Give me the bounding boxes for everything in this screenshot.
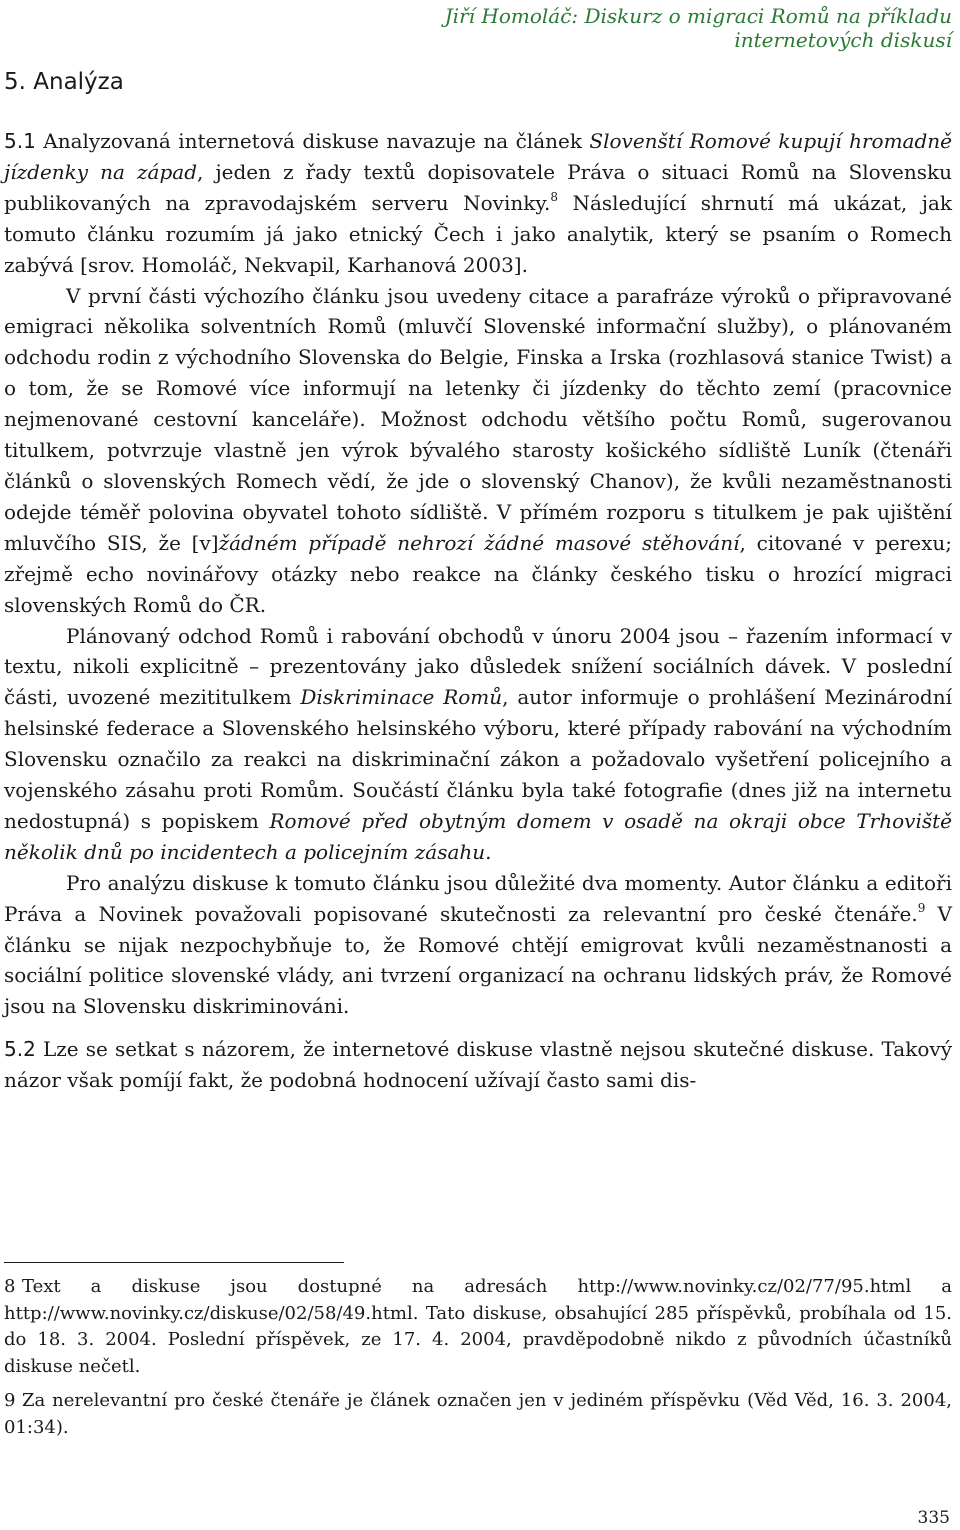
paragraph [4,868,952,1023]
quoted-statement: žádném případě nehrozí žádné masové stěhování [218,530,740,555]
text-run: , citované v perexu; zřejmě echo novinářovy otázky nebo reakce na články českého tisku o hrozící migraci slovenských Romů do ČR. [4,530,953,617]
paragraph-5-1 [4,126,952,281]
text-run: Následující shrnutí má ukázat, jak tomuto článku rozumím já jako etnický Čech i jako analytik, který se psaním o Romech zabývá [srov. Homoláč, Nekvapil, Karhanová 2003]. [4,190,952,277]
text-run: V první části výchozího článku jsou uvedeny citace a parafráze výroků o připravované emigraci několika solventních Romů (mluvčí Slovenské informační služby), o plánovaném odchodu rodin z východního Slovenska do Belgie, Finska a Irska (rozhlasová stanice Twist) a o tom, že se Romové více informují na letenky či jízdenky do těchto zemí (pracovnice nejmenované cestovní kanceláře). Možnost odchodu většího počtu Romů, sugerovanou titulkem, potvrzuje vlastně jen výrok bývalého starosty košického sídliště Luník (čtenáři článků o slovenských Romech vědí, že jde o slovenský Chanov), že kvůli nezaměstnanosti odejde téměř polovina obyvatel tohoto sídliště. V přímém rozporu s titulkem je pak ujištění mluvčího SIS, že [v] [4,283,952,555]
article-subtitle: Diskriminace Romů [300,685,503,710]
text-run: . [485,839,492,864]
paragraph [4,281,952,621]
paragraph [4,621,952,868]
footnote-ref-9: 9 [917,900,926,915]
text-run: Plánovaný odchod Romů i rabování obchodů v únoru 2004 jsou – řazením informací v textu, nikoli explicitně – prezentovány jako důsledek snížení sociálních dávek. V poslední části, uvozené mezititulkem [4,623,952,710]
paragraph-number: 5.2 [4,1037,36,1062]
text-run: Pro analýzu diskuse k tomuto článku jsou důležité dva momenty. Autor článku a editoři Práva a Novinek považovali popisované skutečnosti za relevantní pro české čtenáře. [4,870,952,926]
footnotes [4,1274,952,1449]
text-run: Lze se setkat s názorem, že internetové diskuse vlastně nejsou skutečné diskuse. Takový názor však pomíjí fakt, že podobná hodnocení užívají často sami dis- [4,1037,952,1093]
footnote-ref-8: 8 [550,189,559,204]
footnote-mark: 8 [4,1276,16,1297]
paragraph-5-2 [4,1034,952,1096]
photo-caption-quote: Romové před obytným domem v osadě na okraji obce Trhoviště několik dnů po incidentech a policejním zásahu [4,808,952,864]
text-run: Analyzovaná internetová diskuse navazuje na článek [35,129,590,153]
article-title: Slovenští Romové kupují hromadně jízdenky na západ [4,129,952,184]
paragraph-number: 5.1 [4,129,36,153]
footnote-8 [4,1274,952,1380]
footnote-text: Text a diskuse jsou dostupné na adresách http://www.novinky.cz/02/77/95.html a http://www.novinky.cz/diskuse/02/58/49.html. Tato diskuse, obsahující 285 příspěvků, probíhala od 15. do 18. 3. 2004. Poslední příspěvek, ze 17. 4. 2004, pravděpodobně nikdo z původních účastníků diskuse nečetl. [4,1276,952,1377]
footnote-9 [4,1388,952,1441]
section-heading: 5. Analýza [4,69,124,95]
main-text [4,126,952,1096]
footnote-mark: 9 [4,1390,16,1411]
paragraph-gap [4,1022,952,1034]
running-header: Jiří Homoláč: Diskurz o migraci Romů na příkladu internetových diskusí [444,4,952,52]
footnote-text: Za nerelevantní pro české čtenáře je článek označen jen v jediném příspěvku (Věd Věd, 16. 3. 2004, 01:34). [4,1390,952,1438]
text-run: , autor informuje o prohlášení Mezinárodní helsinské federace a Slovenského helsinského výboru, které případy rabování na východním Slovensku označilo za reakci na diskriminační zákon a požadovalo vyšetření policejního a vojenského zásahu proti Romům. Součástí článku byla také fotografie (dnes již na internetu nedostupná) s popiskem [4,685,953,833]
page-number: 335 [917,1508,950,1528]
text-run: , jeden z řady textů dopisovatele Práva o situaci Romů na Slovensku publikovaných na zpravodajském serveru Novinky. [4,159,953,215]
footnote-separator [4,1262,344,1263]
text-run: V článku se nijak nezpochybňuje to, že Romové chtějí emigrovat kvůli nezaměstnanosti a sociální politice slovenské vlády, ani tvrzení organizací na ochranu lidských práv, že Romové jsou na Slovensku diskriminováni. [4,901,952,1019]
